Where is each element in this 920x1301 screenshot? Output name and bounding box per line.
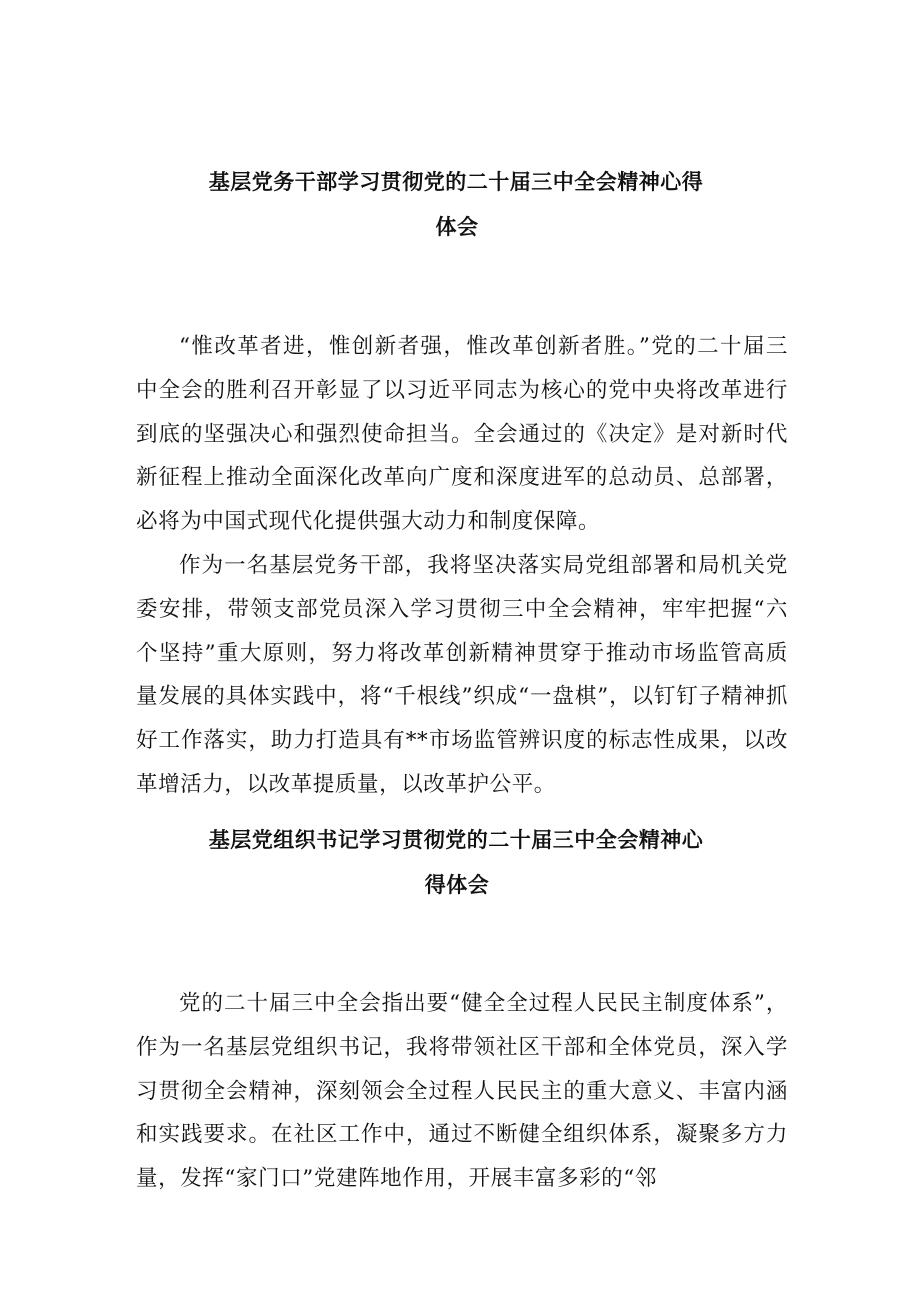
paragraph: 党的二十届三中全会指出要“健全全过程人民民主制度体系”，作为一名基层党组织书记，我将带领社区干部和全体党员，深入学习贯彻全会精神，深刻领会全过程人民民主的重大意义、丰富内涵和实践要求。在社区工作中，通过不断健全组织体系，凝聚多方力量，发挥“家门口”党建阵地作用，开展丰富多彩的“邻 — [136, 991, 788, 1192]
article-body-1 — [136, 325, 788, 807]
paragraph: “惟改革者进，惟创新者强，惟改革创新者胜。”党的二十届三中全会的胜利召开彰显了以习近平同志为核心的党中央将改革进行到底的坚强决心和强烈使命担当。全会通过的《决定》是对新时代新征程上推动全面深化改革向广度和深度进军的总动员、总部署，必将为中国式现代化提供强大动力和制度保障。 — [136, 334, 788, 535]
title-line: 体会 — [435, 215, 479, 239]
paragraph: 作为一名基层党务干部，我将坚决落实局党组部署和局机关党委安排，带领支部党员深入学习贯彻三中全会精神，牢牢把握“六个坚持”重大原则，努力将改革创新精神贯穿于推动市场监管高质量发展的具体实践中，将“千根线”织成“一盘棋”，以钉钉子精神抓好工作落实，助力打造具有**市场监管辨识度的标志性成果，以改革增活力，以改革提质量，以改革护公平。 — [136, 552, 788, 797]
article-title-1 — [136, 160, 788, 250]
article-body-2 — [136, 982, 788, 1201]
title-line: 得体会 — [424, 873, 490, 897]
title-line: 基层党务干部学习贯彻党的二十届三中全会精神心得 — [208, 170, 704, 194]
article-section-1 — [136, 160, 788, 807]
article-title-2 — [136, 818, 788, 908]
title-line: 基层党组织书记学习贯彻党的二十届三中全会精神心 — [208, 828, 704, 852]
article-section-2 — [136, 818, 788, 1201]
